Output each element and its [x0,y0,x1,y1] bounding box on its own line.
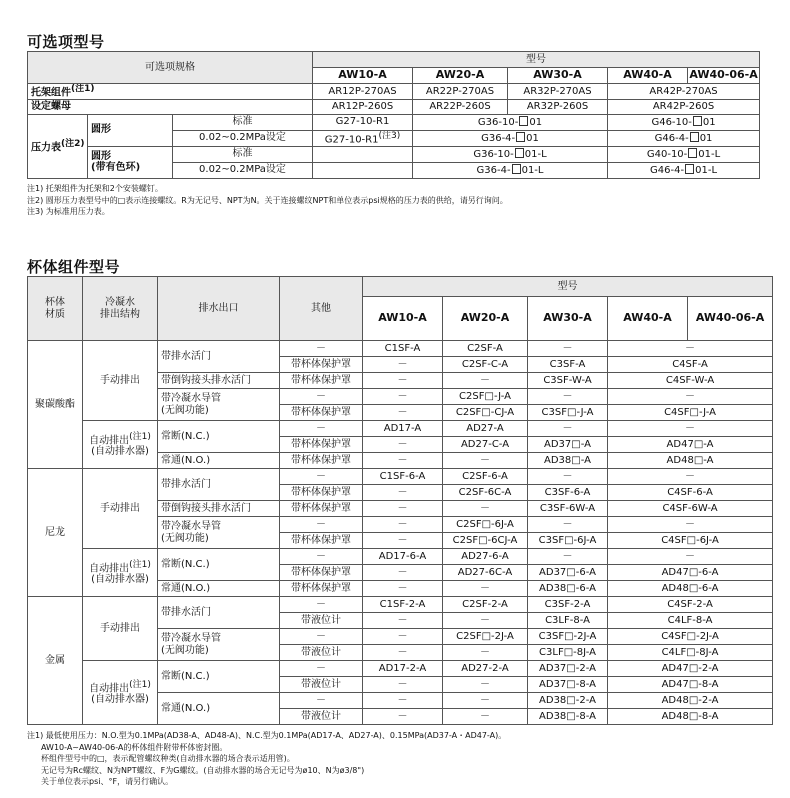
outlet-nc: 常断(N.C.) [158,661,280,693]
outlet-no: 常通(N.O.) [158,693,280,725]
header-model: 型号 [363,277,773,297]
other: 带杯体保护罩 [280,501,363,517]
cell: G46-4- 01 [608,130,760,146]
cell: － [363,485,443,501]
cell: C4SF□-J-A [608,405,773,421]
cell: G36-10- 01 [413,114,608,130]
outlet-nc: 常断(N.C.) [158,421,280,453]
outlet-tube: 带冷凝水导管 (无阀功能) [158,629,280,661]
cell: G36-10- 01-L [413,146,608,162]
cell: AD48□-8-A [608,709,773,725]
header-material: 杯体 材质 [28,277,83,341]
cell: － [363,453,443,469]
other: － [280,341,363,357]
cell: AD27-C-A [443,437,528,453]
cell: AD37□-6-A [528,565,608,581]
spec-header: 可选项规格 [28,52,313,84]
cell: C2SF-A [443,341,528,357]
drain-auto: 自动排出$^{(注1)}$ (自动排水器) [83,661,158,725]
optional-parts-title: 可选项型号 [27,33,105,51]
cell: C3LF□-8J-A [528,645,608,661]
outlet-no: 常通(N.O.) [158,581,280,597]
drain-manual: 手动排出 [83,341,158,421]
cell: － [363,629,443,645]
cell: － [528,517,608,533]
model-aw20: AW20-A [413,68,508,84]
cell: AR32P-270AS [508,84,608,100]
other: － [280,693,363,709]
gauge-label: 压力表$^{(注2)}$ [28,114,88,178]
cell: － [528,549,608,565]
other: － [280,597,363,613]
cell: C4SF-W-A [608,373,773,389]
cell: C4LF-8-A [608,613,773,629]
cell: － [608,341,773,357]
cell: C3SF□-2J-A [528,629,608,645]
cell: － [363,677,443,693]
other: 带杯体保护罩 [280,405,363,421]
gauge-standard: 标准 [173,146,313,162]
outlet-tube: 带冷凝水导管 (无阀功能) [158,389,280,421]
model-aw40-06: AW40-06-A [688,68,760,84]
cell: － [443,501,528,517]
cell: AD27-6C-A [443,565,528,581]
cell: AD37□-A [528,437,608,453]
optional-parts-table [27,51,760,179]
cell: － [363,533,443,549]
gauge-round-color-label: 圆形 (带有色环) [88,146,173,178]
cell: AD47□-8-A [608,677,773,693]
cell: C2SF-6-A [443,469,528,485]
material-metal: 金属 [28,597,83,725]
model-aw30: AW30-A [508,68,608,84]
cell: G46-10- 01 [608,114,760,130]
cell: － [363,613,443,629]
model-aw40-06: AW40-06-A [688,297,773,341]
cell: AR42P-270AS [608,84,760,100]
cell: C1SF-2-A [363,597,443,613]
cell: C2SF□-6CJ-A [443,533,528,549]
bowl-assembly-title: 杯体组件型号 [27,258,121,276]
cell: G46-4- 01-L [608,162,760,178]
other: 带杯体保护罩 [280,437,363,453]
outlet-valve: 带排水活门 [158,341,280,373]
cell: AD47□-A [608,437,773,453]
cell: － [528,469,608,485]
other: 带杯体保护罩 [280,533,363,549]
model-aw20: AW20-A [443,297,528,341]
outlet-nc: 常断(N.C.) [158,549,280,581]
model-header: 型号 [313,52,760,68]
cell: AD48□-2-A [608,693,773,709]
cell: － [443,373,528,389]
cell: AD48□-6-A [608,581,773,597]
cell: － [363,581,443,597]
note: 关于单位表示psi、°F，请另行确认。 [41,777,174,786]
cell: C3SF-W-A [528,373,608,389]
cell: AR12P-260S [313,99,413,114]
gauge-standard: 标准 [173,114,313,130]
other: 带杯体保护罩 [280,357,363,373]
cell: AD37□-2-A [528,661,608,677]
cell: － [363,709,443,725]
note: 注1) 最低使用压力：N.O.型为0.1MPa(AD38-A、AD48-A)、N.C.型为0.1MPa(AD17-A、AD27-A)、0.15MPa(AD37-A・AD47-A)。 [27,731,507,740]
cell: AD27-A [443,421,528,437]
cell: AD27-6-A [443,549,528,565]
header-drain: 冷凝水 排出结构 [83,277,158,341]
cell: C3SF-A [528,357,608,373]
cell [313,146,413,162]
nut-label: 设定螺母 [28,99,313,114]
cell: － [363,357,443,373]
cell: AD47□-2-A [608,661,773,677]
cell: AD27-2-A [443,661,528,677]
cell: － [608,469,773,485]
cell: AD48□-A [608,453,773,469]
outlet-valve: 带排水活门 [158,469,280,501]
cell: G36-4- 01 [413,130,608,146]
cell: C2SF-C-A [443,357,528,373]
bracket-label: 托架组件$^{(注1)}$ [28,84,313,100]
other: 带杯体保护罩 [280,581,363,597]
outlet-barb: 带倒钩接头排水活门 [158,501,280,517]
drain-auto: 自动排出$^{(注1)}$ (自动排水器) [83,421,158,469]
other: － [280,421,363,437]
cell: G40-10- 01-L [608,146,760,162]
cell: － [608,389,773,405]
note: AW10-A~AW40-06-A的杯体组件附带杯体密封圈。 [41,742,228,752]
other: 带液位计 [280,645,363,661]
cell: － [608,421,773,437]
other: 带杯体保护罩 [280,453,363,469]
cell: C4SF-6W-A [608,501,773,517]
cell: G36-4- 01-L [413,162,608,178]
outlet-no: 常通(N.O.) [158,453,280,469]
other: － [280,469,363,485]
cell: C2SF□-6J-A [443,517,528,533]
cell: C4SF-A [608,357,773,373]
other: － [280,549,363,565]
other: － [280,517,363,533]
drain-manual: 手动排出 [83,597,158,661]
other: 带液位计 [280,677,363,693]
other: 带杯体保护罩 [280,565,363,581]
outlet-barb: 带倒钩接头排水活门 [158,373,280,389]
cell: － [363,389,443,405]
cell: － [528,389,608,405]
cell: C3SF□-6J-A [528,533,608,549]
bowl-notes [27,730,506,788]
cell [313,162,413,178]
cell: G27-10-R1 [313,114,413,130]
cell: － [443,677,528,693]
model-aw40: AW40-A [608,68,688,84]
cell: C2SF-2-A [443,597,528,613]
cell: C4LF□-8J-A [608,645,773,661]
gauge-round-label: 圆形 [88,114,173,146]
header-outlet: 排水出口 [158,277,280,341]
cell: $G27-10-R1^{(注3)}$ [313,130,413,146]
cell: AD47□-6-A [608,565,773,581]
cell: C2SF-6C-A [443,485,528,501]
cell: － [363,501,443,517]
cell: C3SF-2-A [528,597,608,613]
cell: AD38□-8-A [528,709,608,725]
cell: C2SF□-J-A [443,389,528,405]
cell: AR22P-270AS [413,84,508,100]
note: 注2) 圆形压力表型号中的□表示连接螺纹。R为无记号、NPT为N。关于连接螺纹NPT和单位表示psi规格的压力表的供给，请另行询问。 [27,195,508,205]
note: 杯组件型号中的□，表示配管螺纹种类(自动排水器的场合表示适用管)。 [41,754,295,763]
cell: － [363,373,443,389]
outlet-tube: 带冷凝水导管 (无阀功能) [158,517,280,549]
model-aw30: AW30-A [528,297,608,341]
cell: － [363,565,443,581]
optional-notes [27,183,508,218]
cell: － [528,421,608,437]
cell: － [443,709,528,725]
cell: － [528,341,608,357]
cell: C3LF-8-A [528,613,608,629]
note: 注1) 托架组件为托架和2个安装螺钉。 [27,184,163,193]
other: 带液位计 [280,613,363,629]
cell: C3SF□-J-A [528,405,608,421]
cell: C1SF-6-A [363,469,443,485]
cell: C2SF□-CJ-A [443,405,528,421]
cell: C3SF-6-A [528,485,608,501]
other: － [280,389,363,405]
cell: AD38□-2-A [528,693,608,709]
cell: AD17-A [363,421,443,437]
nut-row [28,99,760,114]
cell: － [363,405,443,421]
cell: － [363,693,443,709]
cell: AD17-2-A [363,661,443,677]
outlet-valve: 带排水活门 [158,597,280,629]
bracket-row [28,84,760,100]
cell: C4SF-2-A [608,597,773,613]
gauge-setting: 0.02~0.2MPa设定 [173,130,313,146]
cell: AD17-6-A [363,549,443,565]
cell: － [608,517,773,533]
cell: － [443,645,528,661]
cell: C3SF-6W-A [528,501,608,517]
other: 带液位计 [280,709,363,725]
cell: AD37□-8-A [528,677,608,693]
cell: C4SF□-6J-A [608,533,773,549]
header-other: 其他 [280,277,363,341]
cell: － [363,645,443,661]
model-aw10: AW10-A [313,68,413,84]
cell: － [363,517,443,533]
other: － [280,661,363,677]
cell: AR22P-260S [413,99,508,114]
cell: C2SF□-2J-A [443,629,528,645]
other: 带杯体保护罩 [280,373,363,389]
bowl-assembly-table [27,276,773,725]
drain-auto: 自动排出$^{(注1)}$ (自动排水器) [83,549,158,597]
cell: AD38□-A [528,453,608,469]
material-nylon: 尼龙 [28,469,83,597]
material-polycarbonate: 聚碳酸酯 [28,341,83,469]
cell: AR12P-270AS [313,84,413,100]
cell: － [363,437,443,453]
cell: － [443,613,528,629]
cell: － [608,549,773,565]
cell: － [443,693,528,709]
cell: AD38□-6-A [528,581,608,597]
note: 无记号为Rc螺纹、N为NPT螺纹、F为G螺纹。(自动排水器的场合无记号为ø10、N为ø3/8") [41,765,365,775]
cell: － [443,581,528,597]
model-aw40: AW40-A [608,297,688,341]
other: － [280,629,363,645]
cell: AR32P-260S [508,99,608,114]
cell: － [443,453,528,469]
gauge-setting: 0.02~0.2MPa设定 [173,162,313,178]
drain-manual: 手动排出 [83,469,158,549]
cell: C1SF-A [363,341,443,357]
note: 注3) 为标准用压力表。 [27,207,110,216]
cell: C4SF-6-A [608,485,773,501]
other: 带杯体保护罩 [280,485,363,501]
cell: AR42P-260S [608,99,760,114]
cell: C4SF□-2J-A [608,629,773,645]
model-aw10: AW10-A [363,297,443,341]
